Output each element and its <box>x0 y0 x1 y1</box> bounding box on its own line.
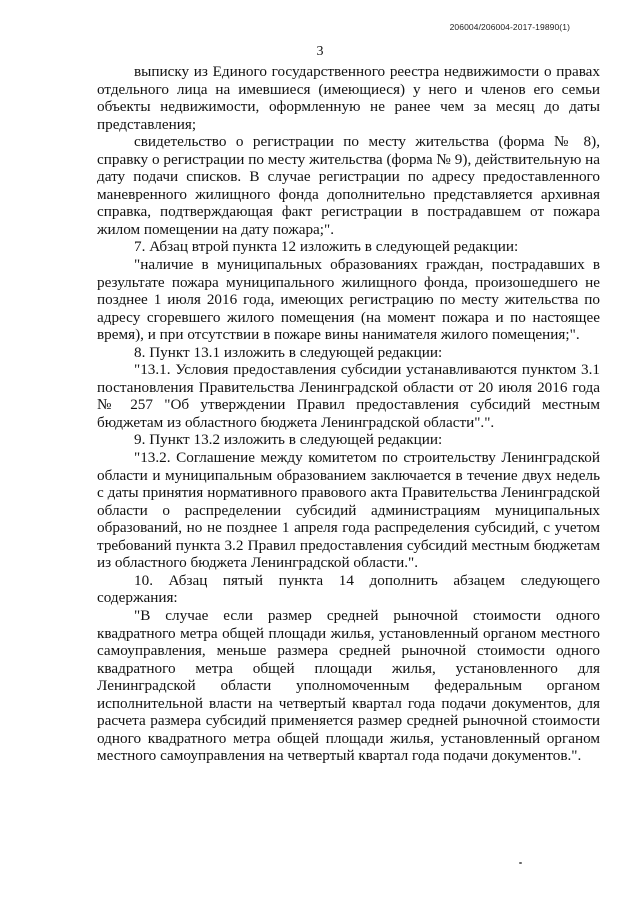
paragraph: 10. Абзац пятый пункта 14 дополнить абзацем следующего содержания: <box>97 571 600 607</box>
scan-speck <box>519 862 522 864</box>
paragraph: выписку из Единого государственного реестра недвижимости о правах отдельного лица на имевшиеся (имеющиеся) у него и членов его семьи объекты недвижимости, оформленную не ранее чем за месяц до даты представления; <box>97 63 600 133</box>
paragraph: 9. Пункт 13.2 изложить в следующей редакции: <box>134 431 443 449</box>
paragraph: "13.2. Соглашение между комитетом по строительству Ленинградской области и муниципальным образованием заключается в течение двух недель с даты принятия нормативного правового акта Правительства Ленинградской области о распределении субсидий администрациям муниципальных образований, но не позднее 1 апреля года распределения субсидий, с учетом требований пункта 3.2 Правил предоставления субсидий местным бюджетам из областного бюджета Ленинградской области.". <box>97 449 600 572</box>
paragraph: свидетельство о регистрации по месту жительства (форма № 8), справку о регистрации по месту жительства (форма № 9), действительную на дату подачи списков. В случае регистрации по адресу предоставленного маневренного жилищного фонда дополнительно представляется архивная справка, подтверждающая факт регистрации в пострадавшем от пожара жилом помещении на дату пожара;". <box>97 133 600 238</box>
page-number: 3 <box>316 44 324 59</box>
paragraph: "В случае если размер средней рыночной стоимости одного квадратного метра общей площади жилья, установленный органом местного самоуправления, меньше размера средней рыночной стоимости одного квадратного метра общей площади жилья, установленного для Ленинградской области уполномоченным федеральным органом исполнительной власти на четвертый квартал года подачи документов, для расчета размера субсидий применяется размер средней рыночной стоимости одного квадратного метра общей площади жилья, установленный органом местного самоуправления на четвертый квартал года подачи документов.". <box>97 606 600 765</box>
document-id: 206004/206004-2017-19890(1) <box>449 22 570 32</box>
paragraph: 8. Пункт 13.1 изложить в следующей редакции: <box>134 343 443 361</box>
paragraph: 7. Абзац втрой пункта 12 изложить в следующей редакции: <box>134 238 519 256</box>
document-body <box>97 63 600 765</box>
paragraph: "13.1. Условия предоставления субсидии устанавливаются пунктом 3.1 постановления Правительства Ленинградской области от 20 июля 2016 года № 257 "Об утверждении Правил предоставления субсидий местным бюджетам из областного бюджета Ленинградской области".". <box>97 361 600 431</box>
paragraph: "наличие в муниципальных образованиях граждан, пострадавших в результате пожара муниципального жилищного фонда, произошедшего не позднее 1 июля 2016 года, имеющих регистрацию по месту жительства по адресу сгоревшего жилого помещения (на момент пожара и по настоящее время), и при отсутствии в пожаре вины нанимателя жилого помещения;". <box>97 256 600 344</box>
